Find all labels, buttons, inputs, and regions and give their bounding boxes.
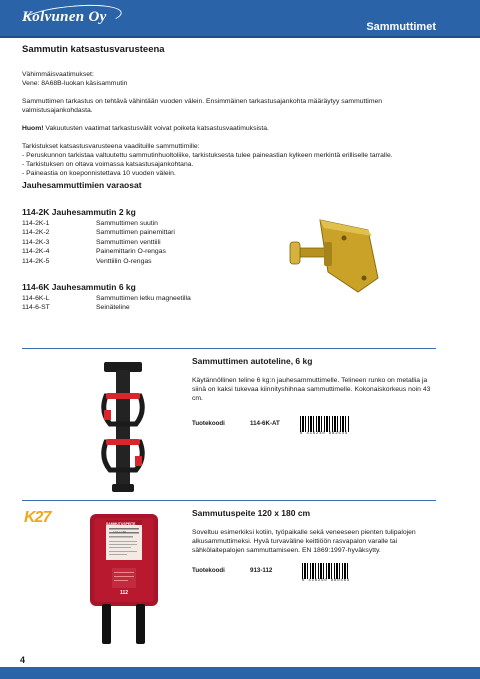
product-fire-blanket	[192, 508, 442, 556]
requirements-intro: Tarkistukset katsastusvarusteena vaadituille sammuttimille:	[22, 143, 200, 150]
inspection-text: Sammuttimen tarkastus on tehtävä vähintään vuoden välein. Ensimmäinen tarkastusajankohta määräytyy sammuttimen valmistusajankohdasta.	[22, 98, 383, 115]
part-name: Sammuttimen suutin	[96, 220, 158, 227]
requirements-list	[22, 151, 452, 179]
barcode-icon	[300, 416, 350, 432]
spares-title: Jauhesammuttimien varaosat	[22, 180, 142, 190]
note	[22, 124, 452, 133]
group-2k-title: 114-2K Jauhesammutin 2 kg	[22, 207, 136, 217]
header-stripe	[0, 36, 480, 38]
list-item: - Paineastia on koeponnistettava 10 vuoden välein.	[22, 170, 176, 178]
product-code: 114-6K-AT	[250, 420, 280, 427]
note-text: Vakuutusten vaatimat tarkastusvälit voivat poiketa katsastusvaatimuksista.	[43, 125, 269, 132]
page-header	[0, 0, 480, 38]
pack-title: SAMMUTUSPEITE	[106, 522, 136, 526]
pack-size: 120 x 180	[113, 530, 127, 534]
part-name: Sammuttimen venttiili	[96, 238, 161, 246]
part-name: Venttiilin O-rengas	[96, 257, 152, 265]
page-title: Sammutin katsastusvarusteena	[22, 44, 165, 55]
product-code-row	[192, 567, 272, 574]
product-code-row	[192, 420, 280, 427]
part-code: 114-2K-4	[22, 248, 50, 256]
k27-logo	[24, 509, 50, 527]
page-number: 4	[20, 655, 26, 665]
product-description: Käytännöllinen teline 6 kg:n jauhesammuttimelle. Telineen runko on metallia ja siinä on kaksi tukevaa kiinnityshihnaa sammuttimelle. Kokonaiskorkeus noin 43 cm.	[192, 377, 431, 403]
part-name: Sammuttimen letku magneetilla	[96, 295, 191, 302]
group-6k-title: 114-6K Jauhesammutin 6 kg	[22, 282, 136, 292]
product-code-label: Tuotekoodi	[192, 420, 225, 427]
table-row	[22, 219, 175, 228]
page-footer	[0, 667, 480, 679]
part-code: 114-2K-3	[22, 238, 50, 246]
group-6k-table	[22, 294, 191, 313]
part-code: 114-2K-5	[22, 257, 50, 265]
product-description: Soveltuu esimerkiksi kotiin, työpaikalle sekä veneeseen pienten tulipalojen alkusammuttimeksi. Hyvä turvaväline keittiöön rasvapalon varalle tai sähkölaitepalojen sammuttamiseen. EN 1869:1997-hyväksytty.	[192, 529, 416, 555]
part-name: Seinäteline	[96, 304, 130, 312]
table-row	[22, 238, 175, 247]
note-label: Huom!	[22, 125, 44, 132]
list-item: - Tarkistuksen on oltava voimassa katsastusajankohtana.	[22, 161, 194, 169]
barcode-icon	[302, 563, 350, 579]
barcode-number: 6 416260 880463	[302, 579, 351, 583]
section-title: Sammuttimet	[366, 21, 436, 33]
requirements-value: Vene: 8A68B-luokan käsisammutin	[22, 80, 128, 87]
group-2k-table	[22, 219, 175, 266]
table-row	[22, 228, 175, 237]
product-car-bracket	[192, 356, 442, 404]
part-code: 114-6-ST	[22, 304, 50, 312]
part-name: Painemittarin O-rengas	[96, 248, 166, 256]
section-divider	[22, 500, 436, 501]
product-title: Sammuttimen autoteline, 6 kg	[192, 356, 313, 366]
car-bracket-image	[98, 360, 148, 495]
part-code: 114-2K-1	[22, 220, 50, 227]
product-title: Sammutuspeite 120 x 180 cm	[192, 508, 311, 518]
section-divider	[22, 348, 436, 349]
table-row	[22, 294, 191, 303]
list-item: - Peruskunnon tarkistaa valtuutettu sammutinhuoltoliike, tarkistuksesta tulee paineastian kylkeen merkintä erilliselle tarralle.	[22, 152, 393, 159]
part-name: Sammuttimen painemittari	[96, 229, 175, 237]
brand-text: K27	[24, 509, 51, 526]
company-logo: Kolvunen Oy	[22, 9, 107, 25]
pack-code: 112	[120, 590, 129, 596]
table-row	[22, 247, 175, 256]
requirements-label: Vähimmäisvaatimukset:	[22, 71, 94, 78]
product-code-label: Tuotekoodi	[192, 567, 225, 574]
table-row	[22, 303, 191, 312]
part-code: 114-2K-2	[22, 229, 50, 237]
barcode-number: 6 416240 882544	[300, 432, 349, 436]
table-row	[22, 257, 175, 266]
wall-bracket-image	[284, 212, 384, 298]
product-code: 913-112	[250, 567, 273, 574]
part-code: 114-6K-L	[22, 295, 50, 302]
